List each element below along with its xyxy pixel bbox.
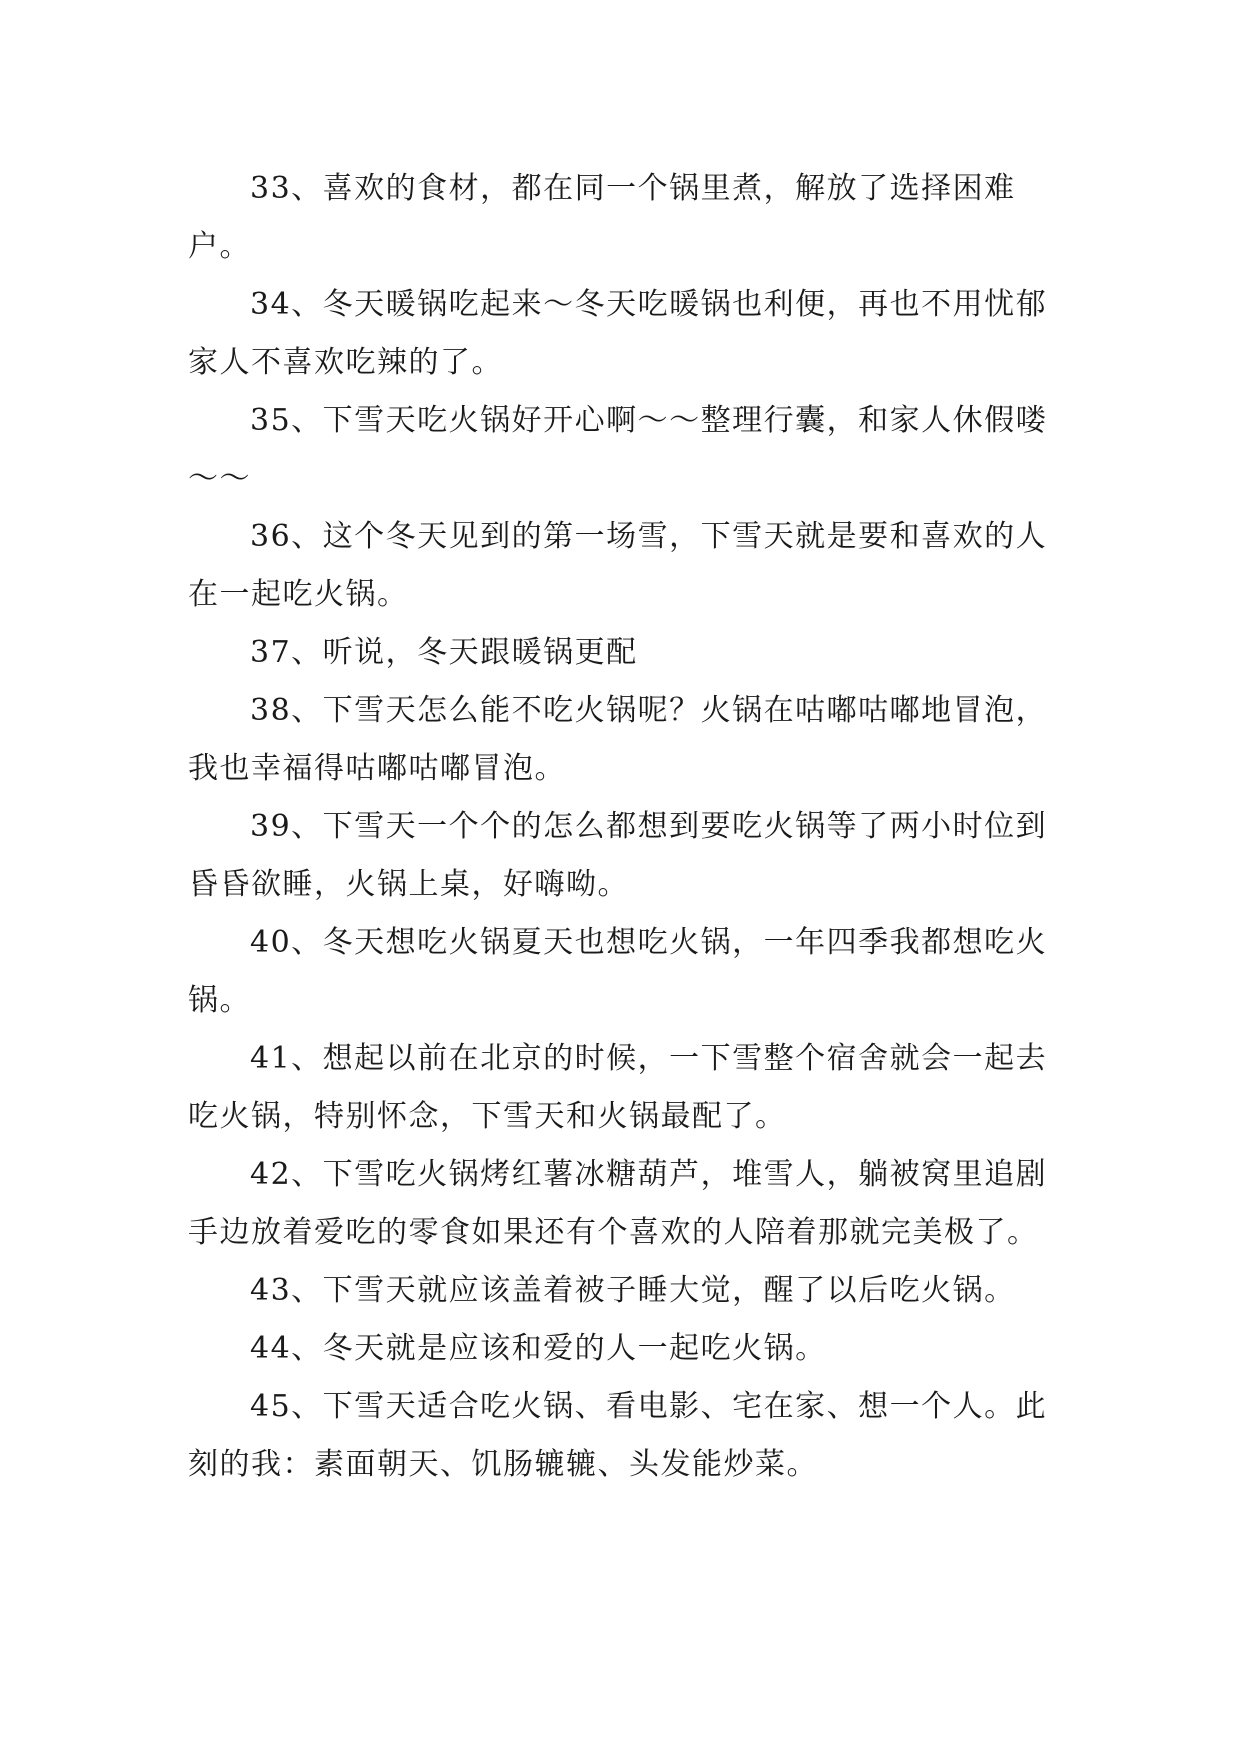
document-body	[188, 160, 1058, 1494]
paragraph-39: 39、下雪天一个个的怎么都想到要吃火锅等了两小时位到昏昏欲睡，火锅上桌，好嗨呦。	[188, 809, 1048, 902]
paragraph-41: 41、想起以前在北京的时候，一下雪整个宿舍就会一起去吃火锅，特别怀念，下雪天和火锅最配了。	[188, 1041, 1048, 1134]
paragraph-42: 42、下雪吃火锅烤红薯冰糖葫芦，堆雪人，躺被窝里追剧手边放着爱吃的零食如果还有个喜欢的人陪着那就完美极了。	[188, 1157, 1048, 1250]
paragraph-37: 37、听说，冬天跟暖锅更配	[250, 635, 638, 670]
paragraph-34: 34、冬天暖锅吃起来～冬天吃暖锅也利便，再也不用忧郁家人不喜欢吃辣的了。	[188, 287, 1048, 380]
paragraph-45: 45、下雪天适合吃火锅、看电影、宅在家、想一个人。此刻的我：素面朝天、饥肠辘辘、头发能炒菜。	[188, 1389, 1048, 1482]
paragraph-40: 40、冬天想吃火锅夏天也想吃火锅，一年四季我都想吃火锅。	[188, 925, 1048, 1018]
paragraph-35: 35、下雪天吃火锅好开心啊～～整理行囊，和家人休假喽～～	[188, 403, 1048, 496]
paragraph-43: 43、下雪天就应该盖着被子睡大觉，醒了以后吃火锅。	[250, 1273, 1016, 1308]
paragraph-38: 38、下雪天怎么能不吃火锅呢？火锅在咕嘟咕嘟地冒泡，我也幸福得咕嘟咕嘟冒泡。	[188, 693, 1048, 786]
paragraph-36: 36、这个冬天见到的第一场雪，下雪天就是要和喜欢的人在一起吃火锅。	[188, 519, 1048, 612]
paragraph-33: 33、喜欢的食材，都在同一个锅里煮，解放了选择困难户。	[188, 171, 1016, 264]
paragraph-44: 44、冬天就是应该和爱的人一起吃火锅。	[250, 1331, 827, 1366]
